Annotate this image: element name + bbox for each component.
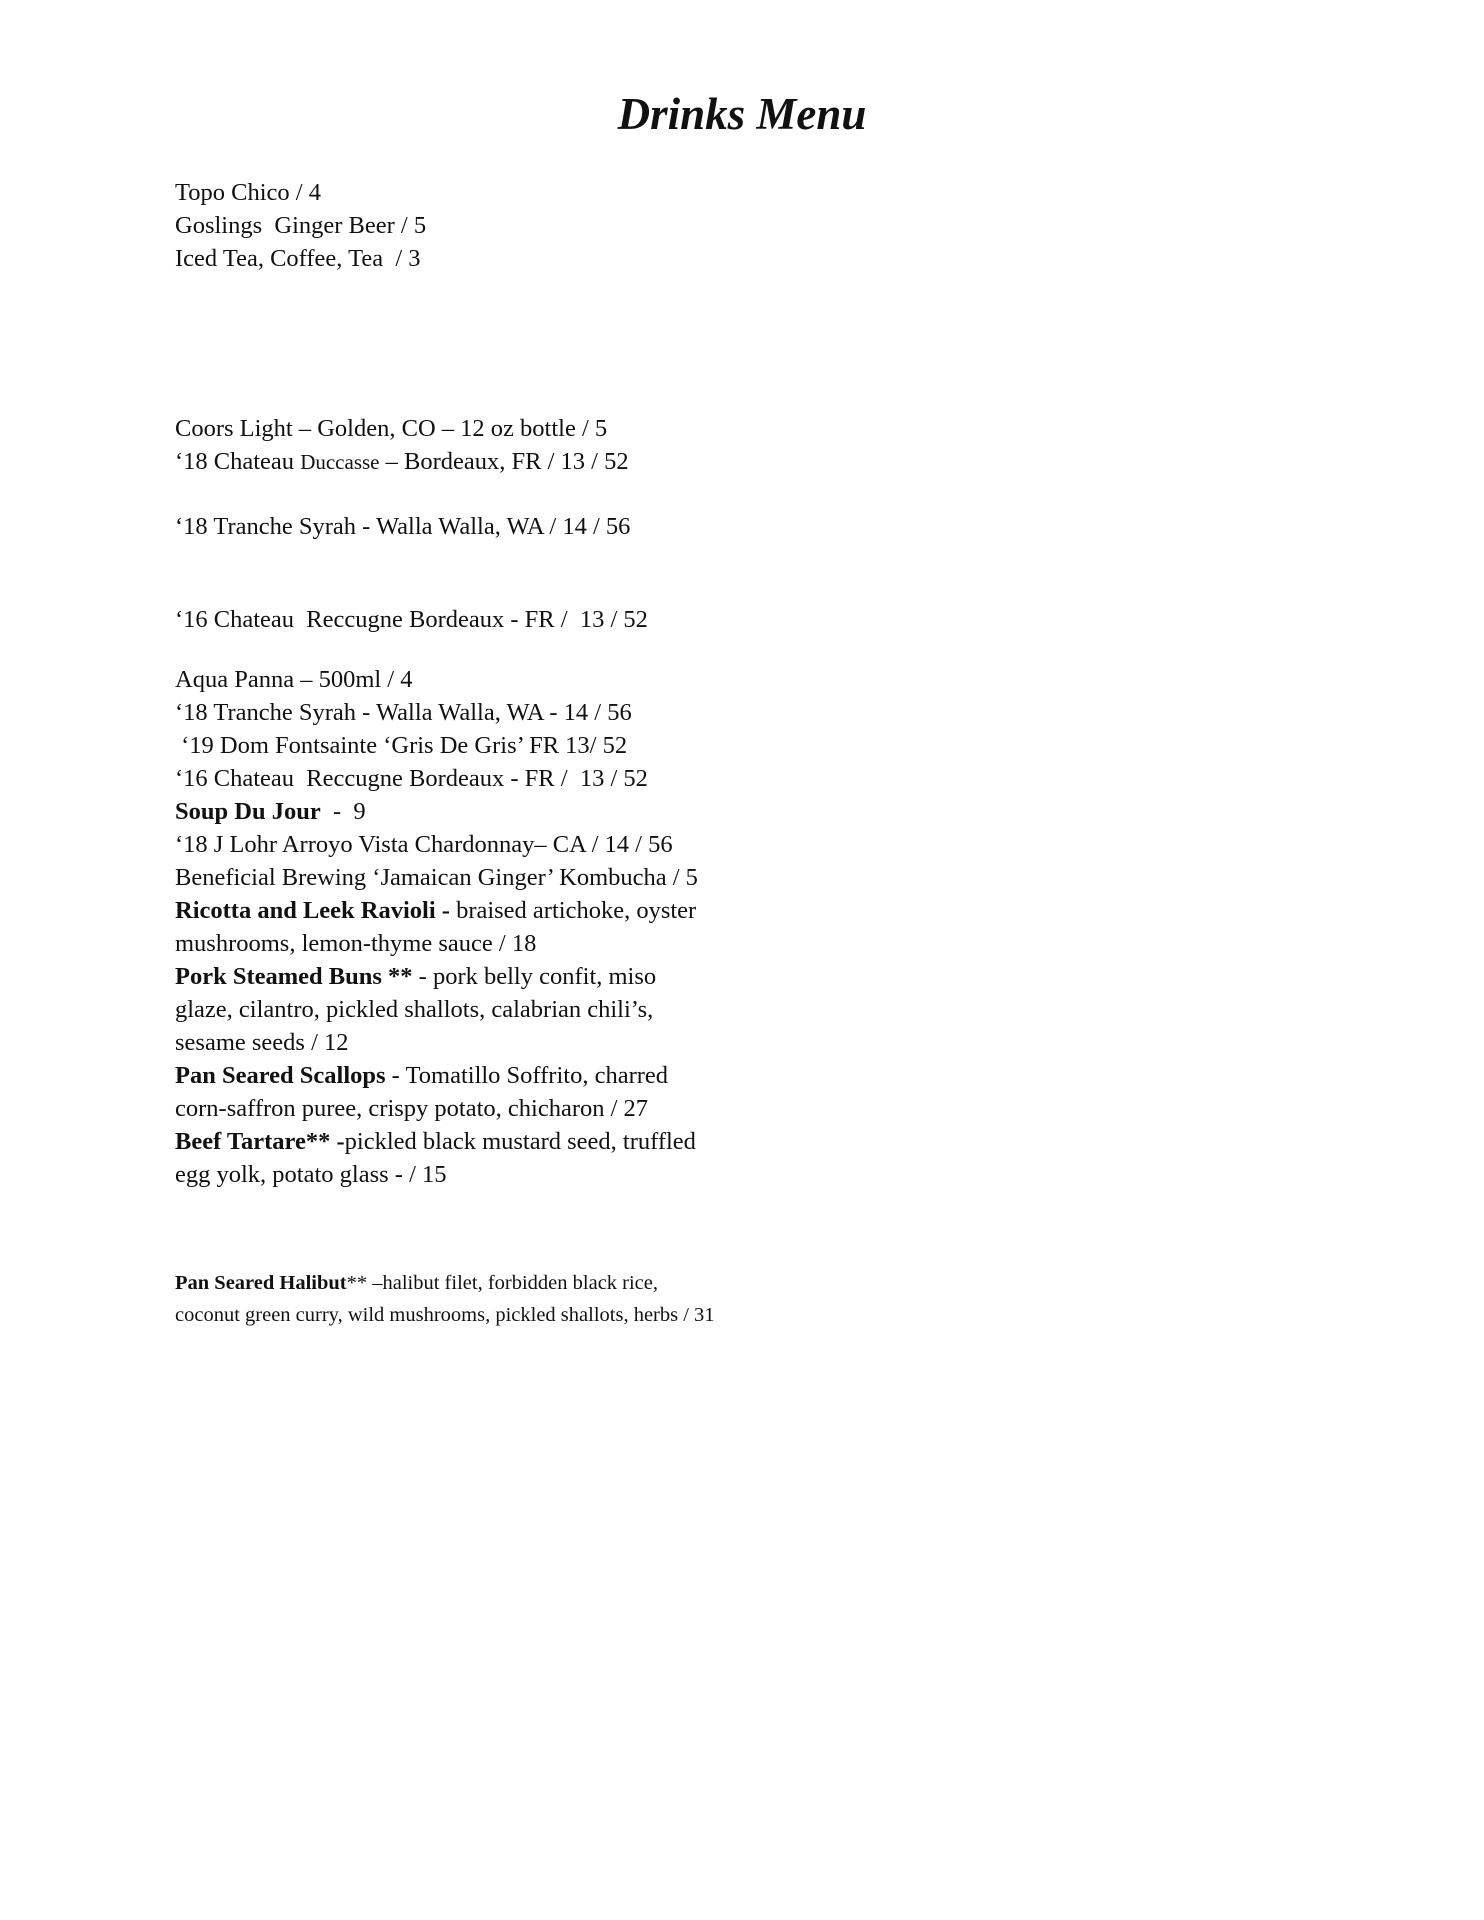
ravioli-desc: braised artichoke, oyster mushrooms, lemon-thyme sauce / 18 [175, 897, 697, 957]
menu-item-aqua-panna: Aqua Panna – 500ml / 4 [175, 666, 413, 693]
menu-item-soup-du-jour [175, 795, 715, 828]
menu-item-chateau-reccugne-2: ‘16 Chateau Reccugne Bordeaux - FR / 13 / 52 [175, 765, 648, 792]
drinks-group-bordeaux [175, 603, 715, 636]
duccasse-name: Duccasse [300, 450, 380, 474]
menu-item-scallops [175, 1059, 715, 1125]
buns-desc: - pork belly confit, miso glaze, cilantro, pickled shallots, calabrian chili’s, sesame seeds / 12 [175, 963, 657, 1056]
halibut-text [175, 1268, 715, 1331]
duccasse-prefix: ‘18 Chateau [175, 448, 301, 475]
halibut-name: Pan Seared Halibut [175, 1272, 347, 1294]
menu-item-halibut [175, 1268, 715, 1331]
menu-item-kombucha: Beneficial Brewing ‘Jamaican Ginger’ Kombucha / 5 [175, 864, 698, 891]
menu-item-ginger-beer: Goslings Ginger Beer / 5 [175, 212, 427, 239]
page-title: Drinks Menu [617, 89, 867, 139]
menu-item-ravioli [175, 894, 715, 960]
menu-item-beef-tartare [175, 1125, 715, 1191]
tartare-desc: pickled black mustard seed, truffled egg yolk, potato glass - / 15 [175, 1128, 696, 1188]
soup-name: Soup Du Jour [175, 798, 321, 825]
scallops-name: Pan Seared Scallops [175, 1062, 386, 1089]
menu-item-coors-light: Coors Light – Golden, CO – 12 oz bottle / 5 [175, 415, 608, 442]
menu-item-tranche-syrah-2: ‘18 Tranche Syrah - Walla Walla, WA - 14 / 56 [175, 699, 632, 726]
scallops-desc: - Tomatillo Soffrito, charred corn-saffron puree, crispy potato, chicharon / 27 [175, 1062, 669, 1122]
menu-item-j-lohr: ‘18 J Lohr Arroyo Vista Chardonnay– CA / 14 / 56 [175, 831, 673, 858]
tartare-name: Beef Tartare** - [175, 1128, 345, 1155]
menu-item-tranche-syrah: ‘18 Tranche Syrah - Walla Walla, WA / 14 / 56 [175, 513, 631, 540]
soup-price: - 9 [320, 798, 366, 825]
menu-item-tea-coffee: Iced Tea, Coffee, Tea / 3 [175, 245, 421, 272]
drinks-group-syrah [175, 510, 715, 543]
menu-group-mixed [175, 663, 715, 1191]
menu-item-chateau-duccasse [175, 445, 715, 479]
buns-name: Pork Steamed Buns ** [175, 963, 413, 990]
duccasse-suffix: – Bordeaux, FR / 13 / 52 [379, 448, 629, 475]
drinks-group-beer-wine [175, 412, 715, 479]
drinks-group-nonalcoholic [175, 176, 715, 275]
menu-item-topo-chico: Topo Chico / 4 [175, 179, 321, 206]
ravioli-name: Ricotta and Leek Ravioli - [175, 897, 450, 924]
menu-item-pork-buns [175, 960, 715, 1059]
menu-item-chateau-reccugne: ‘16 Chateau Reccugne Bordeaux - FR / 13 / 52 [175, 606, 648, 633]
menu-item-dom-fontsainte: ‘19 Dom Fontsainte ‘Gris De Gris’ FR 13/ 52 [175, 732, 628, 759]
halibut-desc: ** –halibut filet, forbidden black rice, coconut green curry, wild mushrooms, pickled shallots, herbs / 31 [175, 1272, 715, 1326]
